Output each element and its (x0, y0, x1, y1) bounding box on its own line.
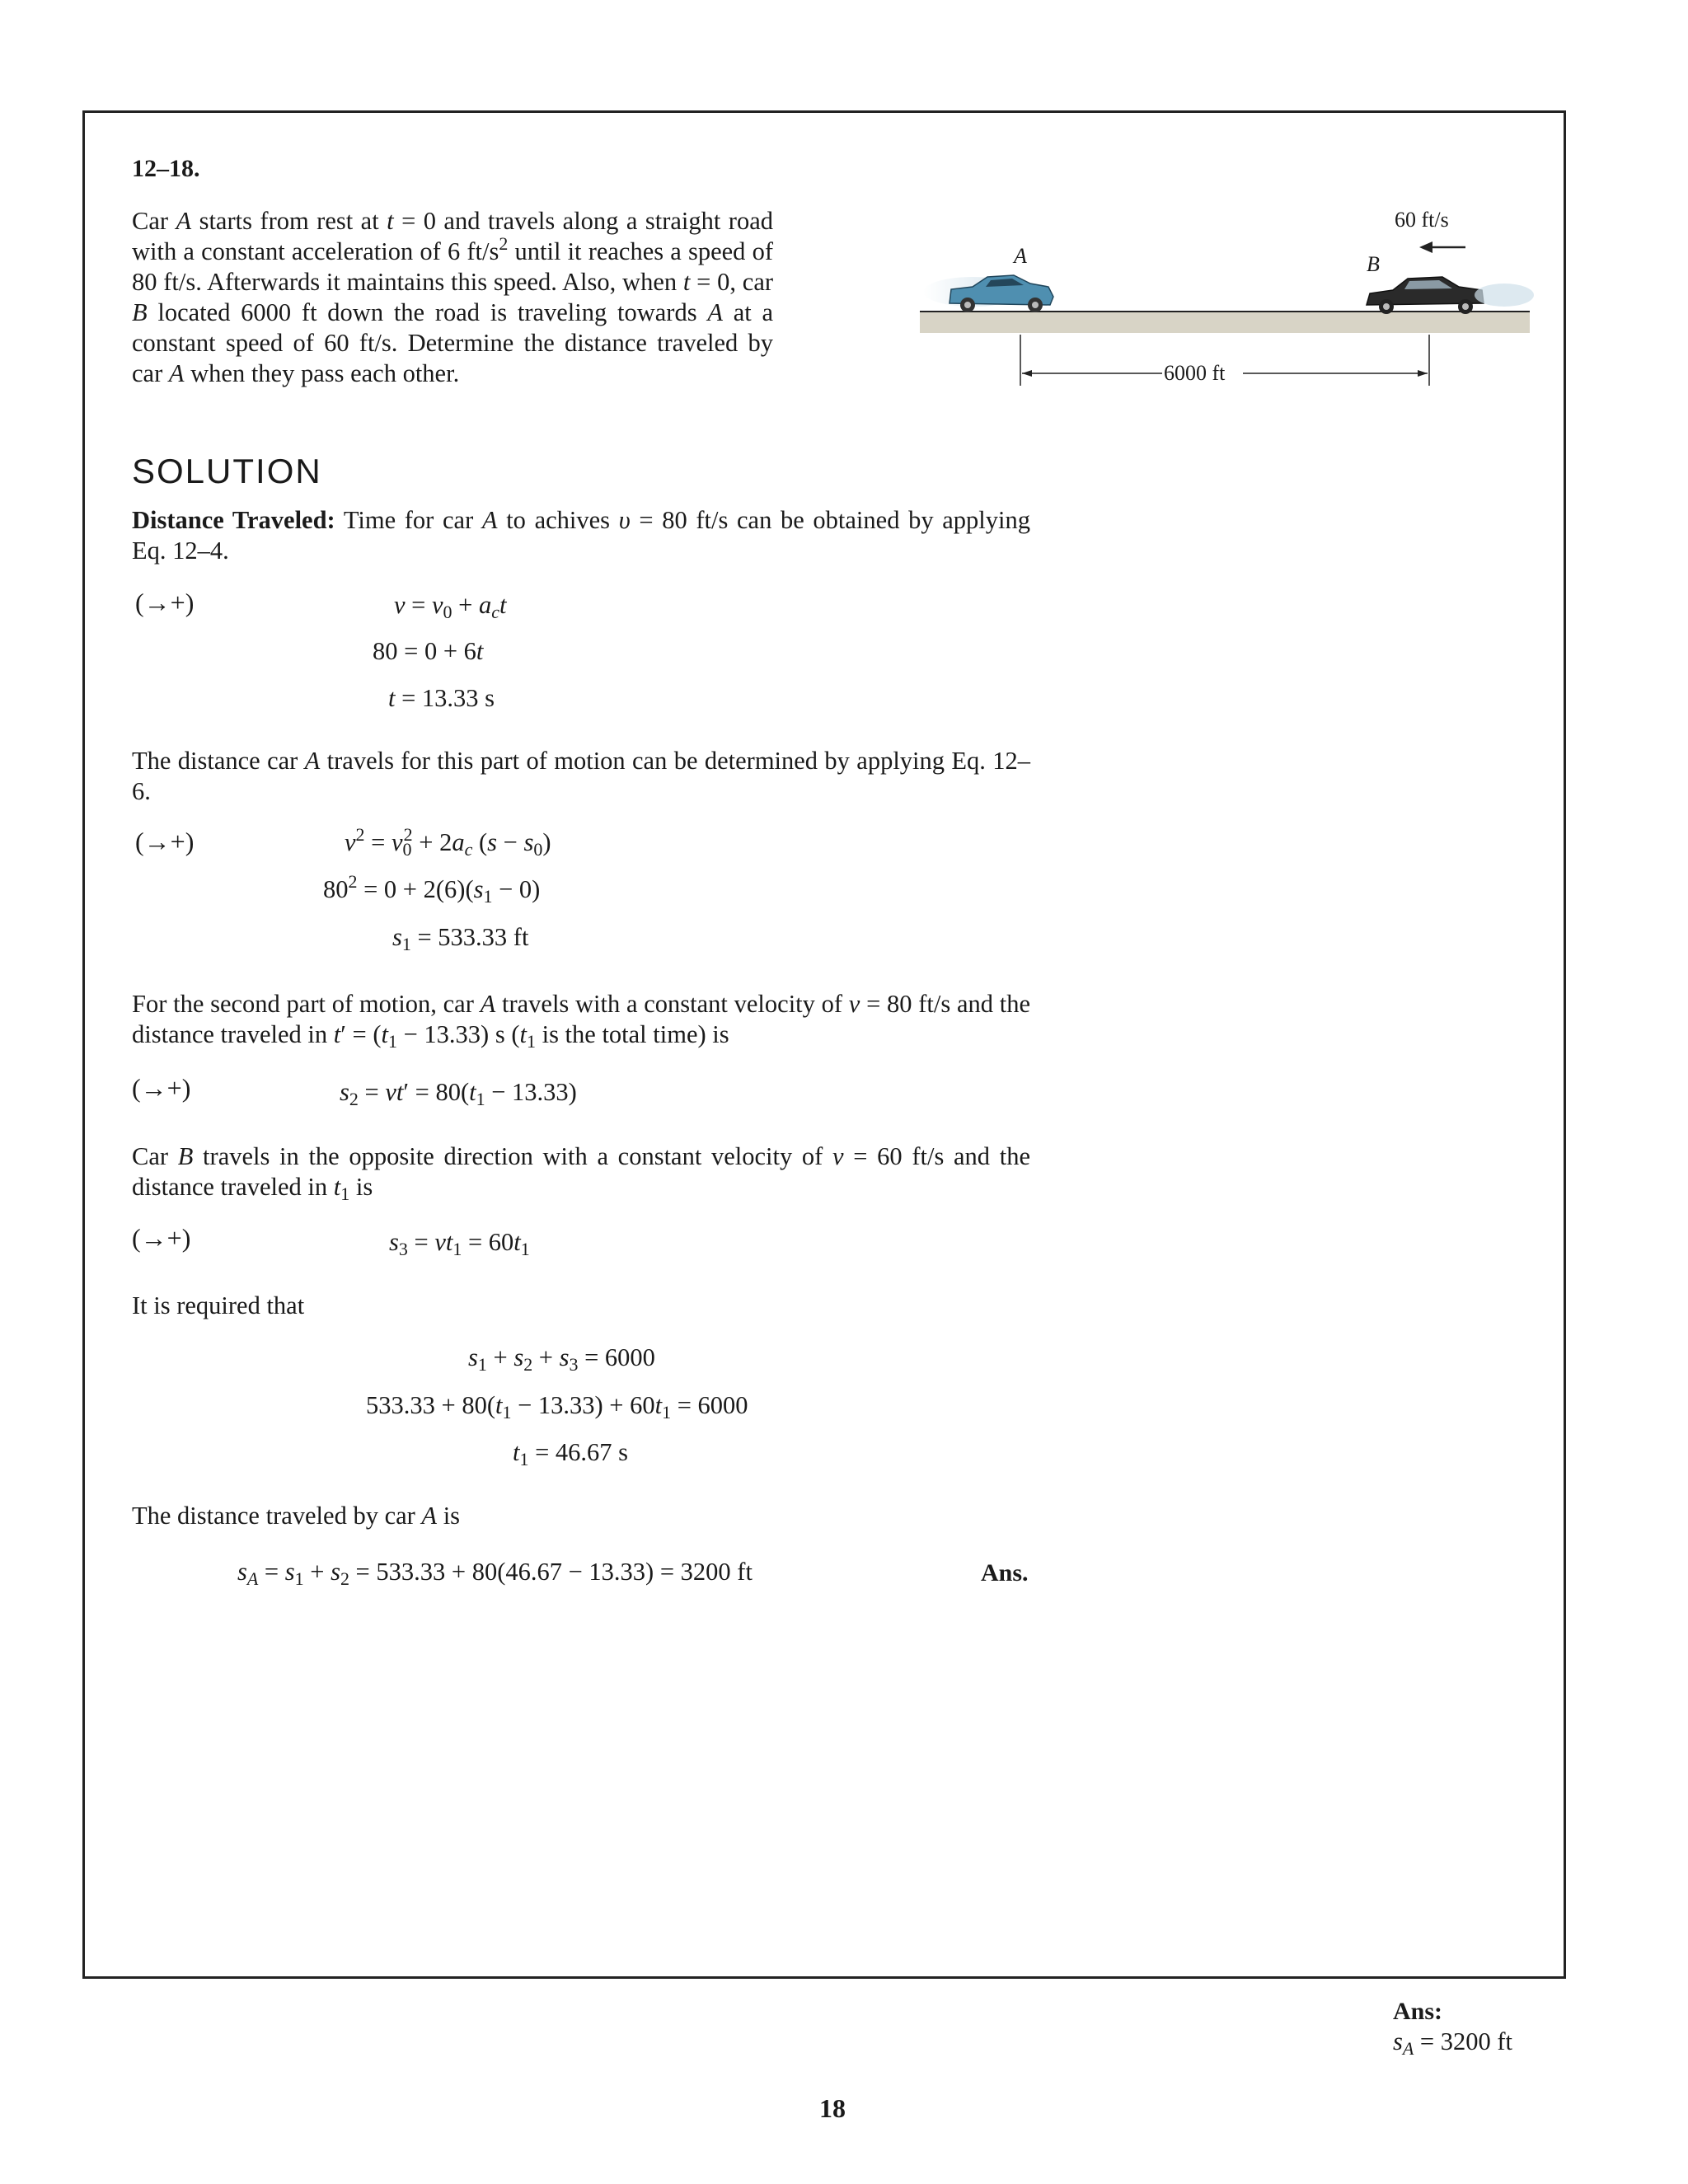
eq2-line3: $s_1 = 533.33$ ft (392, 923, 529, 955)
eq4: $s_3 = vt_1 = 60t_1$ (389, 1228, 530, 1260)
problem-statement: Car A starts from rest at t = 0 and travels along a straight road with a constant acceleration of 6 $ft/s^2$ until it reaches a speed of 80 ft/s. Afterwards it maintains this speed. Also, when t = 0, car B located 6000 ft down the road is traveling towards A at a constant speed of 60 ft/s. Determine the distance traveled by car A when they pass each other. (132, 207, 774, 387)
solution-para-5: It is required that (132, 1291, 305, 1319)
page-number: 18 (819, 2093, 846, 2123)
distance-label: 6000 ft (1164, 361, 1226, 385)
ans-marker: Ans. (981, 1559, 1029, 1586)
eq1-line2: 80 = 0 + 6t (373, 637, 484, 665)
solution-para-2: The distance car A travels for this part of motion can be determined by applying Eq. 12–6. (132, 747, 1030, 805)
direction-symbol-3: (→+) (132, 1073, 191, 1103)
answer-label: Ans: (1393, 1998, 1443, 2025)
intro-text: Time for car A to achives υ = 80 ft/s can be obtained by applying Eq. 12–4. (132, 506, 1030, 565)
answer-value: $s_A = 3200$ ft (1393, 2027, 1513, 2060)
eq3: $s_2 = vt' = 80(t_1 - 13.33)$ (340, 1078, 577, 1110)
eq5-line3: $t_1 = 46.67$ s (513, 1438, 629, 1470)
eq1-line1: $v = v_0 + a_ct$ (394, 591, 507, 623)
car-a-icon (923, 275, 1053, 312)
car-b-icon (1367, 277, 1534, 314)
solution-heading: SOLUTION (132, 452, 322, 490)
eq1-line3: t = 13.33 s (388, 684, 495, 712)
car-b-speed: 60 ft/s (1395, 208, 1449, 232)
car-b-label: B (1367, 252, 1380, 276)
direction-symbol-1: (→+) (135, 588, 195, 617)
problem-number: 12–18. (132, 155, 200, 182)
direction-symbol-2: (→+) (135, 827, 195, 856)
road-ground (920, 312, 1530, 333)
eq6-final: $s_A = s_1 + s_2 = 533.33 + 80(46.67 - 13.33) = 3200$ ft (237, 1558, 753, 1590)
problem-figure (915, 194, 1550, 401)
arrow-left-icon (1419, 241, 1465, 253)
car-a-label: A (1014, 244, 1027, 268)
solution-para-4: Car B travels in the opposite direction with a constant velocity of v = 60 ft/s and the distance traveled in $t_1$ is (132, 1142, 1030, 1205)
eq2-line2: $80^2 = 0 + 2(6)(s_1 - 0)$ (323, 870, 541, 907)
solution-para-6: The distance traveled by car A is (132, 1502, 461, 1530)
eq5-line1: $s_1 + s_2 + s_3 = 6000$ (468, 1343, 655, 1376)
cars-road-diagram (915, 194, 1550, 401)
solution-para-3: For the second part of motion, car A travels with a constant velocity of v = 80 ft/s and the distance traveled in $t' = (t_1 - 13.33)$ s ($t_1$ is the total time) is (132, 990, 1030, 1052)
eq5-line2: $533.33 + 80(t_1 - 13.33) + 60t_1 = 6000$ (366, 1391, 748, 1423)
direction-symbol-4: (→+) (132, 1223, 191, 1253)
intro-bold: Distance Traveled: (132, 506, 335, 534)
eq2-line1: $v^2 = v_0^2 + 2a_c$ $(s - s_0)$ (345, 823, 551, 860)
solution-intro (132, 505, 1030, 566)
